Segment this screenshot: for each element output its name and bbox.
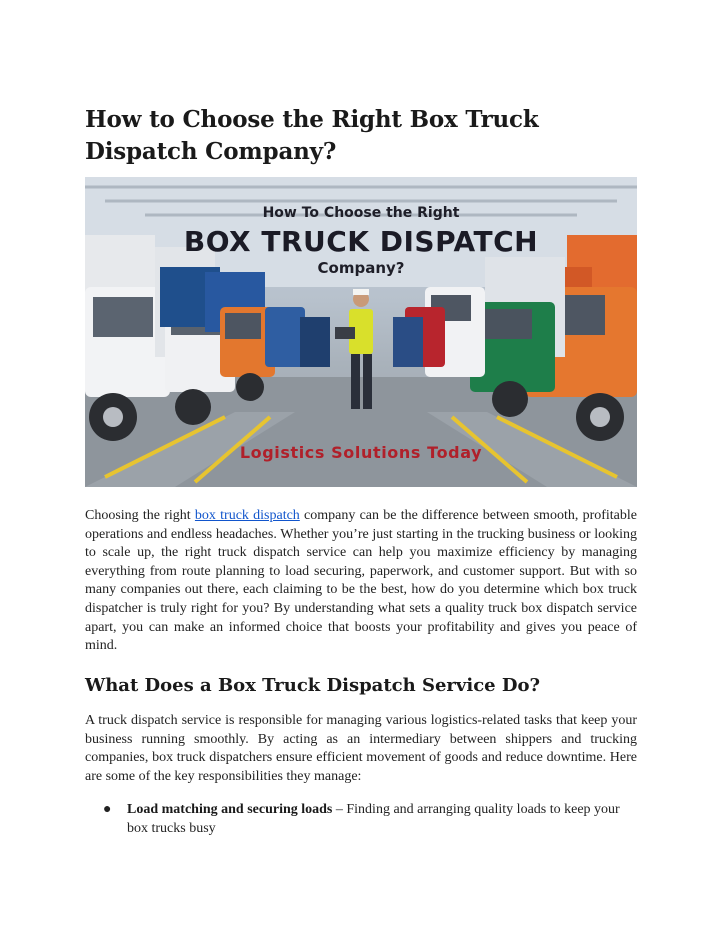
hero-image bbox=[85, 177, 637, 487]
responsibility-list bbox=[85, 801, 637, 838]
hero-heading-line-3: Company? bbox=[317, 259, 405, 277]
hero-heading-line-2: BOX TRUCK DISPATCH bbox=[183, 225, 539, 258]
intro-text-before-link: Choosing the right bbox=[85, 508, 195, 523]
section-heading: What Does a Box Truck Dispatch Service Do? bbox=[85, 675, 541, 696]
warehouse-illustration bbox=[85, 177, 637, 487]
hero-heading-line-1: How To Choose the Right bbox=[262, 205, 460, 221]
section-paragraph: A truck dispatch service is responsible for managing various logistics-related tasks that keep your business running smoothly. By acting as an intermediary between shippers and trucking companies, box truck dispatchers ensure efficient movement of goods and reduce downtime. Here are some of the key responsibilities they manage: bbox=[85, 713, 637, 784]
intro-paragraph bbox=[85, 507, 637, 656]
hero-brand-watermark: Logistics Solutions Today bbox=[239, 443, 483, 462]
intro-text-after-link: company can be the difference between smooth, profitable operations and endless headaches. Whether you’re just starting in the trucking business or looking to scale up, the right truck dispatch service can help you maximize efficiency by managing everything from route planning to load securing, paperwork, and customer support. But with so many companies out there, each claiming to be the best, how do you determine which box truck dispatcher is truly right for you? By understanding what sets a quality truck box dispatch service apart, you can make an informed choice that boosts your profitability and gives you peace of mind. bbox=[85, 508, 637, 654]
list-item bbox=[85, 801, 637, 838]
list-item-bold: Load matching and securing loads bbox=[127, 802, 333, 817]
bullet-icon: ● bbox=[103, 802, 112, 817]
box-truck-dispatch-link[interactable]: box truck dispatch bbox=[194, 508, 300, 523]
list-item-text: – Finding and arranging quality loads to keep your box trucks busy bbox=[127, 802, 620, 836]
page-title: How to Choose the Right Box Truck Dispatch Company? bbox=[85, 106, 539, 165]
